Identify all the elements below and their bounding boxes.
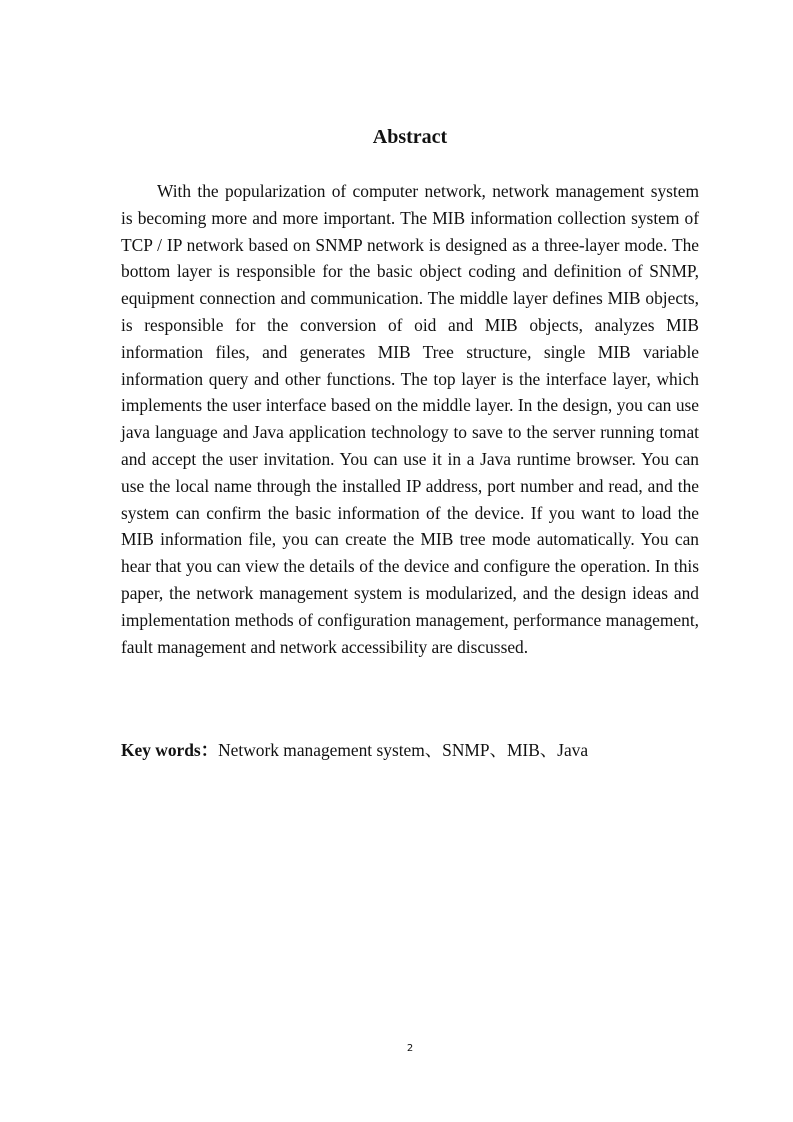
abstract-title: Abstract <box>372 126 448 148</box>
abstract-body: With the popularization of computer network, network management system is becoming more and more important. The MIB information collection system of TCP / IP network based on SNMP network is designed as a three-layer mode. The bottom layer is responsible for the basic object coding and definition of SNMP, equipment connection and communication. The middle layer defines MIB objects, is responsible for the conversion of oid and MIB objects, analyzes MIB information files, and generates MIB Tree structure, single MIB variable information query and other functions. The top layer is the interface layer, which implements the user interface based on the middle layer. In the design, you can use java language and Java application technology to save to the server running tomat and accept the user invitation. You can use it in a Java runtime browser. You can use the local name through the installed IP address, port number and read, and the system can confirm the basic information of the device. If you want to load the MIB information file, you can create the MIB tree mode automatically. You can hear that you can view the details of the device and configure the operation. In this paper, the network management system is modularized, and the design ideas and implementation methods of configuration management, performance management, fault management and network accessibility are discussed. <box>121 181 699 657</box>
keywords-label: Key words： <box>121 740 219 760</box>
page-number: 2 <box>406 1043 414 1054</box>
keywords-line <box>121 737 699 764</box>
keywords-value: Network management system、SNMP、MIB、Java <box>218 740 589 760</box>
